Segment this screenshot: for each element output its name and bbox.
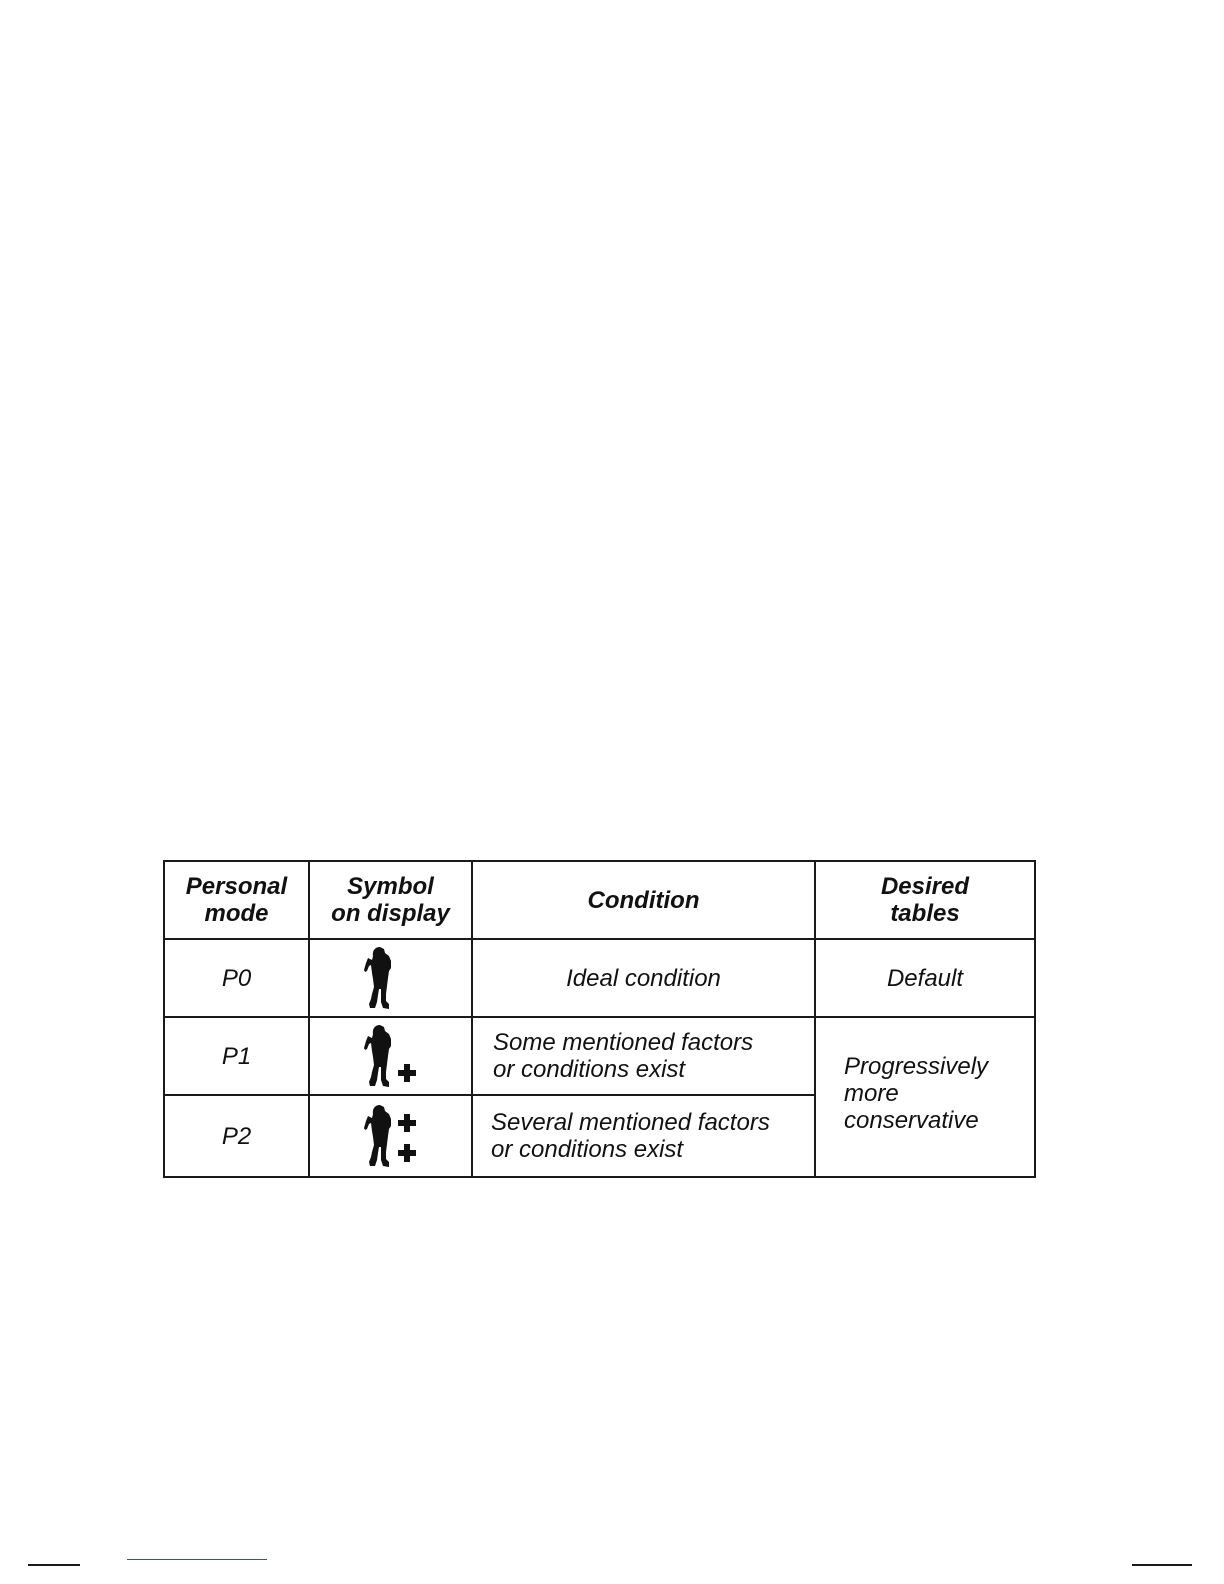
desired-tables-cell [815, 939, 1035, 1017]
header-desired-tables-line-1: Desired [880, 873, 970, 900]
header-symbol-line-1: Symbol [347, 873, 434, 900]
desired-tables-line-2: more [844, 1079, 899, 1107]
table-header-row [164, 861, 1035, 939]
footer-rule-right [1132, 1564, 1192, 1566]
plus-icon [398, 1144, 416, 1162]
header-condition-label: Condition [587, 886, 700, 914]
condition-cell [472, 1095, 815, 1177]
desired-tables-merged-cell [815, 1017, 1035, 1177]
header-personal-mode-line-2: mode [204, 900, 269, 927]
condition-text-line-2: or conditions exist [491, 1136, 684, 1163]
table-row [164, 939, 1035, 1017]
condition-text: Ideal condition [566, 964, 721, 992]
mode-label: P1 [221, 1042, 252, 1070]
mode-label: P0 [221, 964, 252, 992]
personal-mode-table [163, 860, 1036, 1178]
diver-plus-icon [361, 1024, 421, 1088]
condition-text-line-1: Some mentioned factors [493, 1029, 754, 1056]
diver-icon [361, 946, 421, 1010]
desired-tables-line-3: conservative [844, 1106, 979, 1134]
header-symbol-line-2: on display [331, 900, 450, 927]
symbol-cell [309, 1095, 472, 1177]
diver-plus-plus-icon [361, 1104, 421, 1168]
header-desired-tables [815, 861, 1035, 939]
mode-cell [164, 1095, 309, 1177]
symbol-cell [309, 1017, 472, 1095]
header-personal-mode [164, 861, 309, 939]
plus-icon [398, 1114, 416, 1132]
mode-cell [164, 939, 309, 1017]
condition-cell [472, 939, 815, 1017]
header-symbol [309, 861, 472, 939]
footer-rule-left [28, 1564, 80, 1566]
mode-cell [164, 1017, 309, 1095]
header-desired-tables-line-2: tables [890, 900, 960, 927]
mode-label: P2 [221, 1122, 252, 1150]
plus-icon [398, 1064, 416, 1082]
condition-cell [472, 1017, 815, 1095]
footer-link-underline [127, 1559, 267, 1560]
symbol-cell [309, 939, 472, 1017]
condition-text-line-2: or conditions exist [493, 1056, 686, 1083]
condition-text-line-1: Several mentioned factors [491, 1109, 770, 1136]
table-row [164, 1017, 1035, 1095]
desired-tables-text: Default [886, 964, 964, 992]
desired-tables-line-1: Progressively [844, 1052, 989, 1080]
header-condition [472, 861, 815, 939]
header-personal-mode-line-1: Personal [185, 873, 288, 900]
